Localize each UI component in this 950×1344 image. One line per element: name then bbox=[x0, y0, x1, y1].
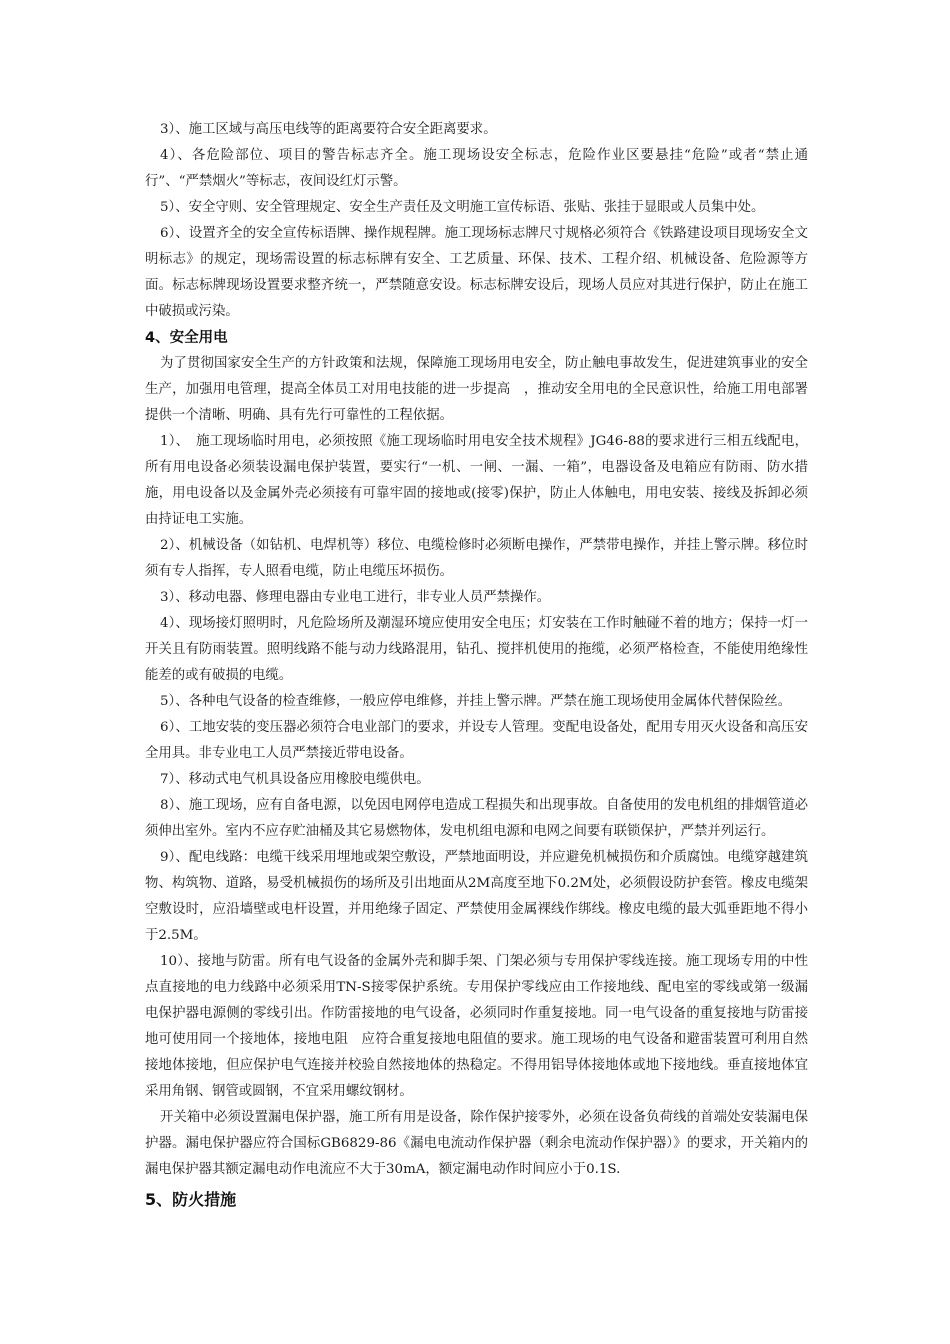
section-4-leakage-protector: 开关箱中必须设置漏电保护器，施工所有用是设备，除作保护接零外，必须在设备负荷线的首端处安装漏电保护器。漏电保护器应符合国标GB6829-86《漏电电流动作保护器（剩余电流动作保护器）》的要求，开关箱内的漏电保护器其额定漏电动作电流应不大于30mA，额定漏电动作时间应小于0.1S. bbox=[145, 1110, 808, 1177]
paragraph-4: 4）、各危险部位、项目的警告标志齐全。施工现场设安全标志，危险作业区要悬挂“危险”或者“禁止通行”、“严禁烟火”等标志，夜间设红灯示警。 bbox=[145, 148, 808, 189]
section-4-intro: 为了贯彻国家安全生产的方针政策和法规，保障施工现场用电安全，防止触电事故发生，促进建筑事业的安全生产，加强用电管理，提高全体员工对用电技能的进一步提高 ，推动安全用电的全民意识性，给施工用电部署提供一个清晰、明确、具有先行可靠性的工程依据。 bbox=[145, 356, 808, 423]
paragraph-6: 6）、设置齐全的安全宣传标语牌、操作规程牌。施工现场标志牌尺寸规格必须符合《铁路建设项目现场安全文明标志》的规定，现场需设置的标志标牌有安全、工艺质量、环保、技术、工程介绍、机械设备、危险源等方面。标志标牌现场设置要求整齐统一，严禁随意安设。标志标牌安设后，现场人员应对其进行保护，防止在施工中破损或污染。 bbox=[145, 226, 808, 319]
section-4-title: 4、安全用电 bbox=[145, 330, 228, 346]
paragraph-5: 5）、安全守则、安全管理规定、安全生产责任及文明施工宣传标语、张贴、张挂于显眼或人员集中处。 bbox=[160, 200, 765, 215]
section-4-item-1: 1）、 施工现场临时用电，必须按照《施工现场临时用电安全技术规程》JG46-88的要求进行三相五线配电，所有用电设备必须装设漏电保护装置，要实行“一机、一闸、一漏、一箱”，电器设备及电箱应有防雨、防水措施，用电设备以及金属外壳必须接有可靠牢固的接地或(接零)保护，防止人体触电，用电安装、接线及拆卸必须由持证电工实施。 bbox=[145, 434, 808, 527]
section-4-item-7: 7）、移动式电气机具设备应用橡胶电缆供电。 bbox=[160, 772, 430, 787]
section-4-item-3: 3）、移动电器、修理电器由专业电工进行，非专业人员严禁操作。 bbox=[160, 590, 551, 605]
section-4-item-9: 9）、配电线路：电缆干线采用埋地或架空敷设，严禁地面明设，并应避免机械损伤和介质腐蚀。电缆穿越建筑物、构筑物、道路，易受机械损伤的场所及引出地面从2M高度至地下0.2M处，必须假设防护套管。橡皮电缆架空敷设时，应沿墙壁或电杆设置，并用绝缘子固定、严禁使用金属裸线作绑线。橡皮电缆的最大弧垂距地不得小于2.5M。 bbox=[145, 850, 808, 943]
section-4-item-8: 8）、施工现场，应有自备电源，以免因电网停电造成工程损失和出现事故。自备使用的发电机组的排烟管道必须伸出室外。室内不应存贮油桶及其它易燃物体，发电机组电源和电网之间要有联锁保护，严禁并列运行。 bbox=[145, 798, 808, 839]
section-4-item-6: 6）、工地安装的变压器必须符合电业部门的要求，并设专人管理。变配电设备处，配用专用灭火设备和高压安全用具。非专业电工人员严禁接近带电设备。 bbox=[145, 720, 808, 761]
section-4-item-10: 10）、接地与防雷。所有电气设备的金属外壳和脚手架、门架必须与专用保护零线连接。施工现场专用的中性点直接地的电力线路中必须采用TN-S接零保护系统。专用保护零线应由工作接地线、配电室的零线或第一级漏电保护器电源侧的零线引出。作防雷接地的电气设备，必须同时作重复接地。同一电气设备的重复接地与防雷接地可使用同一个接地体，接地电阻 应符合重复接地电阻值的要求。施工现场的电气设备和避雷装置可利用自然接地体接地，但应保护电气连接并校验自然接地体的热稳定。不得用铝导体接地体或地下接地线。垂直接地体宜采用角钢、钢管或圆钢，不宜采用螺纹钢材。 bbox=[145, 954, 808, 1099]
section-4-item-5: 5）、各种电气设备的检查维修，一般应停电维修，并挂上警示牌。严禁在施工现场使用金属体代替保险丝。 bbox=[160, 694, 792, 709]
paragraph-3: 3）、施工区域与高压电线等的距离要符合安全距离要求。 bbox=[160, 122, 497, 137]
section-5-title: 5、防火措施 bbox=[145, 1190, 237, 1209]
document-body bbox=[145, 117, 808, 1215]
section-4-item-4: 4）、现场接灯照明时，凡危险场所及潮湿环境应使用安全电压；灯安装在工作时触碰不着的地方；保持一灯一开关且有防雨装置。照明线路不能与动力线路混用，钻孔、搅拌机使用的拖缆，必须严格检查，不能使用绝缘性能差的或有破损的电缆。 bbox=[145, 616, 808, 683]
section-4-item-2: 2）、机械设备（如钻机、电焊机等）移位、电缆检修时必须断电操作，严禁带电操作，并挂上警示牌。移位时须有专人指挥，专人照看电缆，防止电缆压坏损伤。 bbox=[145, 538, 808, 579]
